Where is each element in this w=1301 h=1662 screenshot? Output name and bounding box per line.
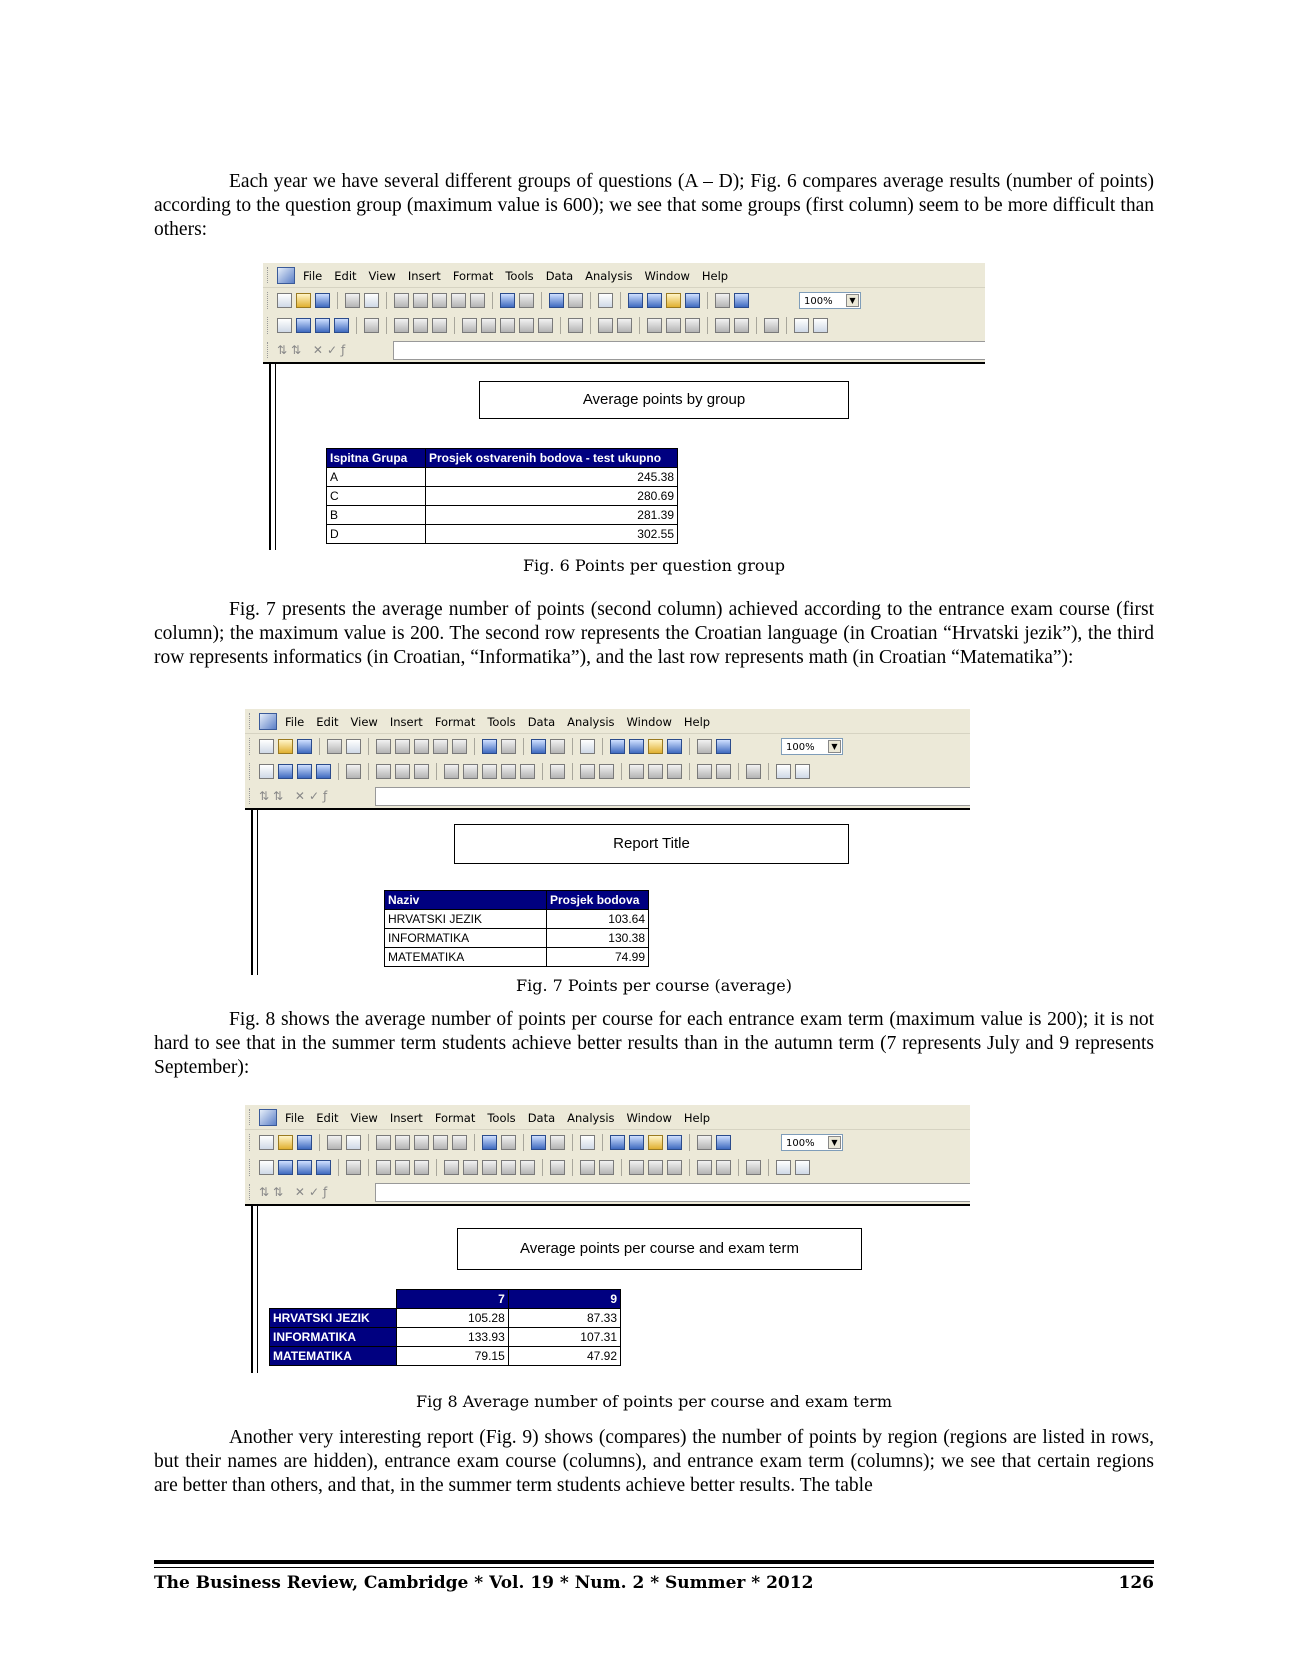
camera-icon[interactable] <box>764 318 779 333</box>
rank-icon[interactable] <box>598 318 613 333</box>
menu-tools[interactable]: Tools <box>487 1111 516 1125</box>
delete-icon[interactable] <box>470 293 485 308</box>
report-title: Report Title <box>454 824 849 864</box>
paragraph-4: Another very interesting report (Fig. 9) shows (compares) the number of points by region (regions are listed in rows, but their names are hidden), entrance exam course (columns), and entrance exam term (columns); we see that certain regions are better than others, and that, in the summer term students achieve better results. The table <box>154 1427 1154 1496</box>
cell[interactable]: B <box>327 506 426 525</box>
new-icon[interactable] <box>259 739 274 754</box>
table-row <box>327 525 678 544</box>
table-row <box>270 1328 621 1347</box>
column-header[interactable]: 9 <box>508 1290 620 1309</box>
table-row <box>385 929 649 948</box>
new-icon[interactable] <box>259 1135 274 1150</box>
a-b-icon[interactable] <box>501 764 516 779</box>
figure-7-screenshot <box>245 709 970 975</box>
menu-window[interactable]: Window <box>644 269 690 283</box>
menu-file[interactable]: File <box>303 269 323 283</box>
cell[interactable]: 87.33 <box>508 1309 620 1328</box>
sql-icon[interactable] <box>667 1135 682 1150</box>
formula-input[interactable] <box>393 341 985 360</box>
zoom-select[interactable]: 100% ▼ <box>799 292 861 309</box>
rank-icon[interactable] <box>580 764 595 779</box>
table-icon[interactable] <box>647 318 662 333</box>
menu-format[interactable]: Format <box>434 715 476 729</box>
column-header[interactable]: Naziv <box>385 891 547 910</box>
sum-icon[interactable] <box>444 1160 459 1175</box>
find-icon[interactable] <box>482 739 497 754</box>
app-icon <box>259 713 277 730</box>
sql-icon[interactable] <box>667 739 682 754</box>
menu-format[interactable]: Format <box>452 269 494 283</box>
save-icon[interactable] <box>315 293 330 308</box>
menu-bar <box>245 1105 970 1130</box>
print-icon[interactable] <box>327 1135 342 1150</box>
preview-icon[interactable] <box>346 1135 361 1150</box>
zoom-icon[interactable] <box>716 1135 731 1150</box>
search-icon[interactable] <box>667 1160 682 1175</box>
cell[interactable]: 281.39 <box>426 506 678 525</box>
subtotal-icon[interactable] <box>463 1160 478 1175</box>
table-header-row <box>327 449 678 468</box>
chart-bar-icon[interactable] <box>334 318 349 333</box>
alert-icon[interactable] <box>617 318 632 333</box>
paste-icon[interactable] <box>414 739 429 754</box>
cell[interactable]: MATEMATIKA <box>385 948 547 967</box>
formula-tools-icon: ⇅⇅ ✕✓ƒ <box>259 1185 332 1199</box>
duplicate-icon[interactable] <box>795 1160 810 1175</box>
percent-icon[interactable] <box>538 318 553 333</box>
zoom-select[interactable]: 100% ▼ <box>781 1134 843 1151</box>
zoom-icon[interactable] <box>734 293 749 308</box>
formula-input[interactable] <box>375 1183 970 1202</box>
tag-icon[interactable] <box>550 764 565 779</box>
section-icon[interactable] <box>315 318 330 333</box>
list-icon[interactable] <box>716 764 731 779</box>
journal-info: The Business Review, Cambridge * Vol. 19 * Num. 2 * Summer * 2012 <box>154 1573 814 1593</box>
explore-icon[interactable] <box>648 1135 663 1150</box>
frame-icon[interactable] <box>666 318 681 333</box>
paragraph-2: Fig. 7 presents the average number of points (second column) achieved according to the entrance exam course (first column); the maximum value is 200. The second row represents the Croatian language (in Croatian “Hrvatski jezik”), the third row represents informatics (in Croatian, “Informatika”), and the last row represents math (in Croatian “Matematika”): <box>154 599 1154 668</box>
frame-icon[interactable] <box>648 764 663 779</box>
formula-tools-icon: ⇅⇅ ✕✓ƒ <box>277 343 350 357</box>
duplicate-icon[interactable] <box>813 318 828 333</box>
paragraph-3: Fig. 8 shows the average number of points per course for each entrance exam term (maximum value is 200); it is not hard to see that in the summer term students achieve better results than in the autumn term (7 represents July and 9 represents September): <box>154 1009 1154 1078</box>
cut-icon[interactable] <box>376 1135 391 1150</box>
row-header[interactable]: MATEMATIKA <box>270 1347 397 1366</box>
alert-icon[interactable] <box>599 764 614 779</box>
menu-help[interactable]: Help <box>683 1111 711 1125</box>
explore-icon[interactable] <box>666 293 681 308</box>
cut-icon[interactable] <box>376 739 391 754</box>
copy-icon[interactable] <box>395 739 410 754</box>
a-b-icon[interactable] <box>519 318 534 333</box>
cell[interactable]: A <box>327 468 426 487</box>
list-icon[interactable] <box>734 318 749 333</box>
menu-insert[interactable]: Insert <box>389 1111 423 1125</box>
row-header[interactable]: HRVATSKI JEZIK <box>270 1309 397 1328</box>
formula-input[interactable] <box>375 787 970 806</box>
report-icon[interactable] <box>580 1135 595 1150</box>
cell[interactable]: 47.92 <box>508 1347 620 1366</box>
tag-icon[interactable] <box>550 1160 565 1175</box>
menu-view[interactable]: View <box>350 715 378 729</box>
cell[interactable]: 245.38 <box>426 468 678 487</box>
indent-icon[interactable] <box>364 318 379 333</box>
group-icon[interactable] <box>278 1160 293 1175</box>
cell[interactable]: 107.31 <box>508 1328 620 1347</box>
group-icon[interactable] <box>278 764 293 779</box>
filter-icon[interactable] <box>395 764 410 779</box>
report-title: Average points per course and exam term <box>457 1228 862 1270</box>
menu-file[interactable]: File <box>285 715 305 729</box>
menu-analysis[interactable]: Analysis <box>567 715 615 729</box>
chart-icon[interactable] <box>715 318 730 333</box>
alert-icon[interactable] <box>599 1160 614 1175</box>
refresh-icon[interactable] <box>629 1135 644 1150</box>
insert-row-icon[interactable] <box>277 318 292 333</box>
edit-icon[interactable] <box>794 318 809 333</box>
figure-8-caption: Fig 8 Average number of points per course and exam term <box>415 1392 893 1411</box>
subtotal-icon[interactable] <box>463 764 478 779</box>
page-number: 126 <box>1118 1573 1154 1593</box>
menu-insert[interactable]: Insert <box>389 715 423 729</box>
preview-icon[interactable] <box>364 293 379 308</box>
percent-icon[interactable] <box>520 1160 535 1175</box>
redo-icon[interactable] <box>568 293 583 308</box>
app-icon <box>259 1109 277 1126</box>
chart-icon[interactable] <box>697 1160 712 1175</box>
column-header[interactable]: Prosjek ostvarenih bodova - test ukupno <box>426 449 678 468</box>
report-title: Average points by group <box>479 381 849 419</box>
list-icon[interactable] <box>716 1160 731 1175</box>
open-icon[interactable] <box>296 293 311 308</box>
find-next-icon[interactable] <box>519 293 534 308</box>
report-icon[interactable] <box>598 293 613 308</box>
menu-format[interactable]: Format <box>434 1111 476 1125</box>
clipboard-icon[interactable] <box>433 739 448 754</box>
find-icon[interactable] <box>482 1135 497 1150</box>
format-toolbar <box>245 1155 970 1180</box>
sql-icon[interactable] <box>685 293 700 308</box>
search-icon[interactable] <box>685 318 700 333</box>
align-icon[interactable] <box>394 318 409 333</box>
section-icon[interactable] <box>297 1160 312 1175</box>
insert-column-icon[interactable] <box>697 1135 712 1150</box>
camera-icon[interactable] <box>746 764 761 779</box>
format-toolbar <box>263 313 985 338</box>
zoom-select[interactable]: 100% ▼ <box>781 738 843 755</box>
a-b-icon[interactable] <box>501 1160 516 1175</box>
chart-icon[interactable] <box>697 764 712 779</box>
count-icon[interactable] <box>482 1160 497 1175</box>
delete-icon[interactable] <box>452 1135 467 1150</box>
menu-help[interactable]: Help <box>701 269 729 283</box>
explore-icon[interactable] <box>648 739 663 754</box>
menu-file[interactable]: File <box>285 1111 305 1125</box>
menu-help[interactable]: Help <box>683 715 711 729</box>
redo-icon[interactable] <box>550 739 565 754</box>
insert-column-icon[interactable] <box>715 293 730 308</box>
refresh-icon[interactable] <box>629 739 644 754</box>
insert-row-icon[interactable] <box>259 1160 274 1175</box>
table-row <box>385 948 649 967</box>
menu-edit[interactable]: Edit <box>316 715 339 729</box>
indent-icon[interactable] <box>346 764 361 779</box>
clipboard-icon[interactable] <box>433 1135 448 1150</box>
left-border <box>269 364 276 550</box>
grid-icon[interactable] <box>610 1135 625 1150</box>
menu-analysis[interactable]: Analysis <box>585 269 633 283</box>
save-icon[interactable] <box>297 739 312 754</box>
cell[interactable]: 133.93 <box>396 1328 508 1347</box>
menu-window[interactable]: Window <box>626 715 672 729</box>
menu-view[interactable]: View <box>368 269 396 283</box>
duplicate-icon[interactable] <box>795 764 810 779</box>
paste-icon[interactable] <box>414 1135 429 1150</box>
chevron-down-icon[interactable]: ▼ <box>828 740 841 753</box>
format-toolbar <box>245 759 970 784</box>
chevron-down-icon[interactable]: ▼ <box>828 1136 841 1149</box>
column-header[interactable]: Prosjek bodova <box>547 891 649 910</box>
data-table <box>269 1289 621 1366</box>
table-header-row <box>385 891 649 910</box>
rank-icon[interactable] <box>580 1160 595 1175</box>
column-header[interactable]: 7 <box>396 1290 508 1309</box>
sort-icon[interactable] <box>432 318 447 333</box>
open-icon[interactable] <box>278 1135 293 1150</box>
formula-bar <box>245 1180 970 1206</box>
menu-data[interactable]: Data <box>545 269 574 283</box>
standard-toolbar <box>245 1130 970 1155</box>
new-icon[interactable] <box>277 293 292 308</box>
find-next-icon[interactable] <box>501 1135 516 1150</box>
menu-data[interactable]: Data <box>527 1111 556 1125</box>
insert-column-icon[interactable] <box>697 739 712 754</box>
column-header[interactable]: Ispitna Grupa <box>327 449 426 468</box>
figure-8-screenshot <box>245 1105 970 1373</box>
redo-icon[interactable] <box>550 1135 565 1150</box>
preview-icon[interactable] <box>346 739 361 754</box>
filter-icon[interactable] <box>395 1160 410 1175</box>
figure-6-caption: Fig. 6 Points per question group <box>522 556 786 575</box>
tag-icon[interactable] <box>568 318 583 333</box>
formula-bar <box>263 338 985 364</box>
menu-tools[interactable]: Tools <box>505 269 534 283</box>
chevron-down-icon[interactable]: ▼ <box>846 294 859 307</box>
table-header-row <box>270 1290 621 1309</box>
app-icon <box>277 267 295 284</box>
refresh-icon[interactable] <box>647 293 662 308</box>
table-icon[interactable] <box>629 764 644 779</box>
sort-icon[interactable] <box>414 1160 429 1175</box>
sort-icon[interactable] <box>414 764 429 779</box>
sum-icon[interactable] <box>444 764 459 779</box>
grid-icon[interactable] <box>610 739 625 754</box>
cell[interactable]: 105.28 <box>396 1309 508 1328</box>
percent-icon[interactable] <box>520 764 535 779</box>
undo-icon[interactable] <box>549 293 564 308</box>
footer-rule <box>154 1560 1154 1564</box>
menu-tools[interactable]: Tools <box>487 715 516 729</box>
insert-row-icon[interactable] <box>259 764 274 779</box>
print-icon[interactable] <box>345 293 360 308</box>
table-row <box>327 506 678 525</box>
menu-window[interactable]: Window <box>626 1111 672 1125</box>
grid-icon[interactable] <box>628 293 643 308</box>
undo-icon[interactable] <box>531 1135 546 1150</box>
subtotal-icon[interactable] <box>481 318 496 333</box>
cut-icon[interactable] <box>394 293 409 308</box>
standard-toolbar <box>245 734 970 759</box>
delete-icon[interactable] <box>452 739 467 754</box>
cell[interactable]: 302.55 <box>426 525 678 544</box>
table-row <box>270 1309 621 1328</box>
standard-toolbar <box>263 288 985 313</box>
menu-analysis[interactable]: Analysis <box>567 1111 615 1125</box>
menu-data[interactable]: Data <box>527 715 556 729</box>
open-icon[interactable] <box>278 739 293 754</box>
formula-bar <box>245 784 970 810</box>
corner-cell <box>270 1290 397 1309</box>
menu-bar <box>245 709 970 734</box>
search-icon[interactable] <box>667 764 682 779</box>
paste-icon[interactable] <box>432 293 447 308</box>
frame-icon[interactable] <box>648 1160 663 1175</box>
cell[interactable]: 103.64 <box>547 910 649 929</box>
table-row <box>270 1347 621 1366</box>
count-icon[interactable] <box>482 764 497 779</box>
print-icon[interactable] <box>327 739 342 754</box>
menu-view[interactable]: View <box>350 1111 378 1125</box>
count-icon[interactable] <box>500 318 515 333</box>
indent-icon[interactable] <box>346 1160 361 1175</box>
chart-bar-icon[interactable] <box>316 1160 331 1175</box>
edit-icon[interactable] <box>776 1160 791 1175</box>
save-icon[interactable] <box>297 1135 312 1150</box>
section-icon[interactable] <box>297 764 312 779</box>
group-icon[interactable] <box>296 318 311 333</box>
figure-6-screenshot <box>263 263 985 550</box>
align-icon[interactable] <box>376 1160 391 1175</box>
page-footer <box>154 1573 1154 1593</box>
camera-icon[interactable] <box>746 1160 761 1175</box>
cell[interactable]: 130.38 <box>547 929 649 948</box>
filter-icon[interactable] <box>413 318 428 333</box>
data-table <box>384 890 649 967</box>
find-icon[interactable] <box>500 293 515 308</box>
undo-icon[interactable] <box>531 739 546 754</box>
left-border <box>251 1206 258 1373</box>
table-row <box>385 910 649 929</box>
sum-icon[interactable] <box>462 318 477 333</box>
cell[interactable]: C <box>327 487 426 506</box>
cell[interactable]: 280.69 <box>426 487 678 506</box>
menu-edit[interactable]: Edit <box>316 1111 339 1125</box>
paragraph-1: Each year we have several different groups of questions (A – D); Fig. 6 compares average results (number of points) according to the question group (maximum value is 600); we see that some groups (first column) seem to be more difficult than others: <box>154 171 1154 240</box>
left-border <box>251 810 258 975</box>
cell[interactable]: HRVATSKI JEZIK <box>385 910 547 929</box>
clipboard-icon[interactable] <box>451 293 466 308</box>
zoom-icon[interactable] <box>716 739 731 754</box>
cell[interactable]: INFORMATIKA <box>385 929 547 948</box>
table-icon[interactable] <box>629 1160 644 1175</box>
menu-insert[interactable]: Insert <box>407 269 441 283</box>
table-row <box>327 468 678 487</box>
data-table <box>326 448 678 544</box>
cell[interactable]: D <box>327 525 426 544</box>
menu-edit[interactable]: Edit <box>334 269 357 283</box>
formula-tools-icon: ⇅⇅ ✕✓ƒ <box>259 789 332 803</box>
report-icon[interactable] <box>580 739 595 754</box>
cell[interactable]: 79.15 <box>396 1347 508 1366</box>
align-icon[interactable] <box>376 764 391 779</box>
copy-icon[interactable] <box>413 293 428 308</box>
cell[interactable]: 74.99 <box>547 948 649 967</box>
menu-bar <box>263 263 985 288</box>
copy-icon[interactable] <box>395 1135 410 1150</box>
row-header[interactable]: INFORMATIKA <box>270 1328 397 1347</box>
find-next-icon[interactable] <box>501 739 516 754</box>
edit-icon[interactable] <box>776 764 791 779</box>
figure-7-caption: Fig. 7 Points per course (average) <box>516 976 792 995</box>
footer-rule-thin <box>154 1567 1154 1568</box>
table-row <box>327 487 678 506</box>
chart-bar-icon[interactable] <box>316 764 331 779</box>
